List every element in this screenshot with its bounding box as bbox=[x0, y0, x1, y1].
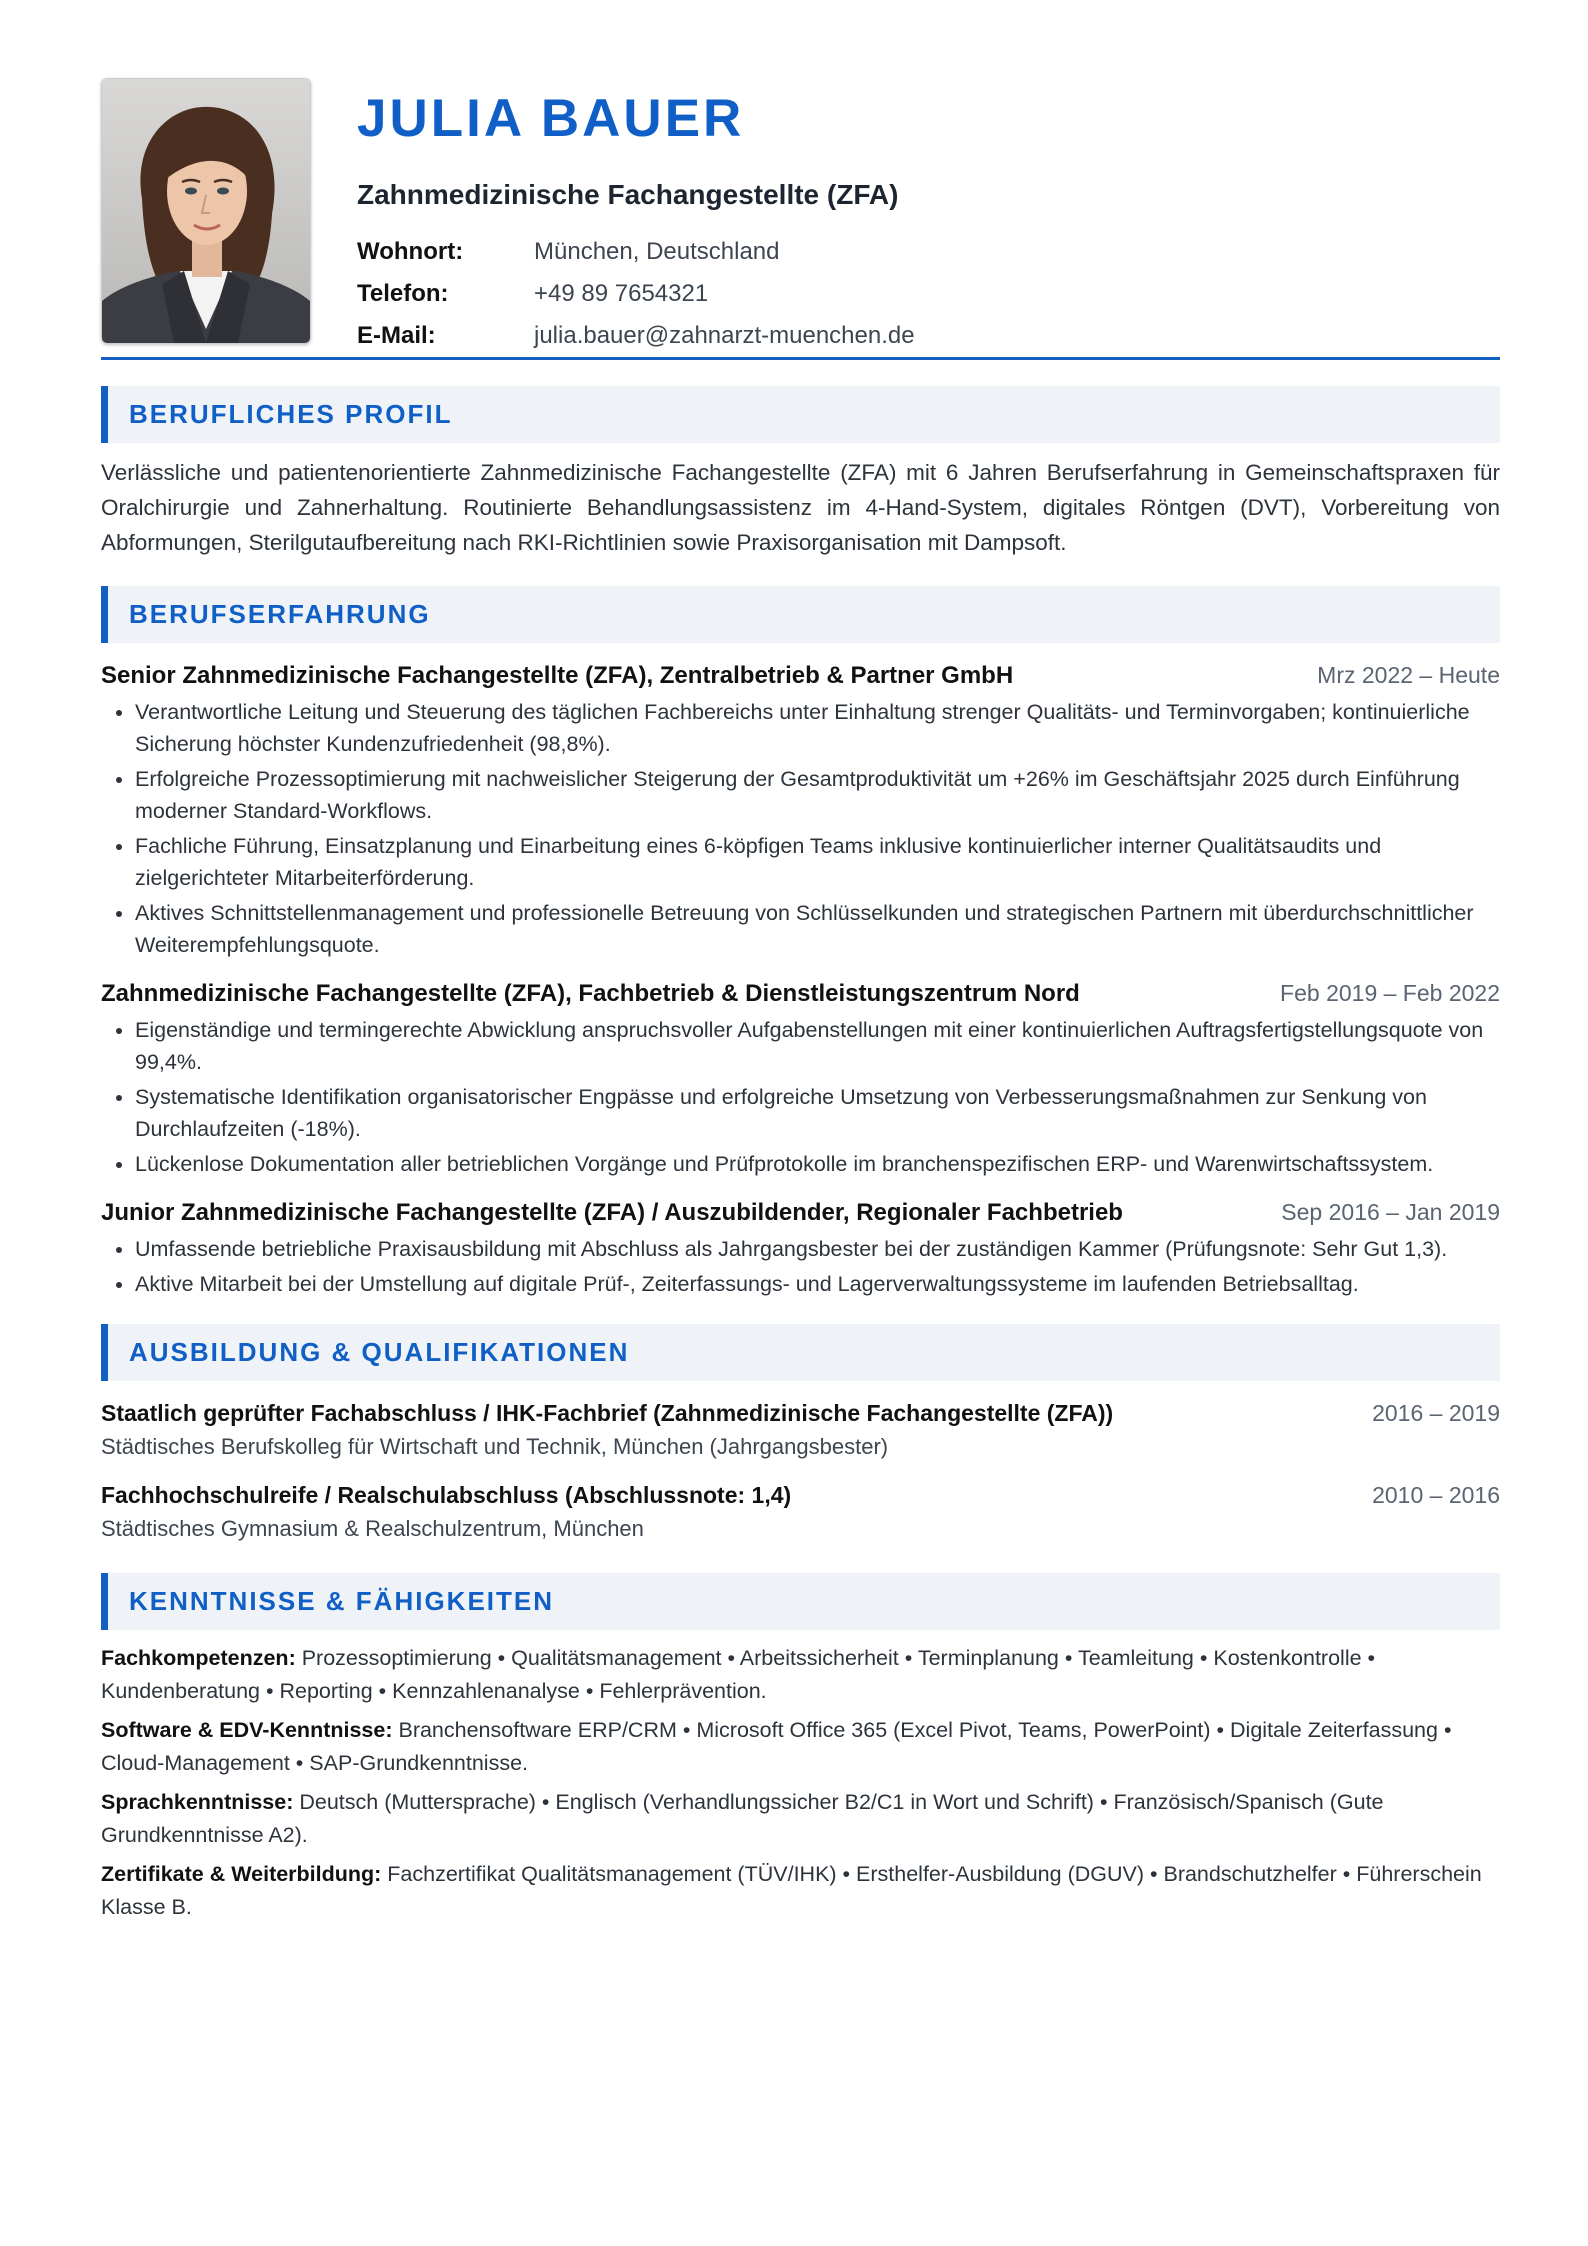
skill-text: Prozessoptimierung • Qualitätsmanagement • Arbeitssicherheit • Terminplanung • Teamleitung • Kostenkontrolle • Kundenberatung • Reporting • Kennzahlenanalyse • Fehlerprävention. bbox=[101, 1646, 1376, 1703]
skill-label: Zertifikate & Weiterbildung: bbox=[101, 1862, 382, 1886]
skill-text: Fachzertifikat Qualitätsmanagement (TÜV/IHK) • Ersthelfer-Ausbildung (DGUV) • Brandschutzhelfer • Führerschein Klasse B. bbox=[101, 1862, 1482, 1919]
job-title: Senior Zahnmedizinische Fachangestellte (ZFA), Zentralbetrieb & Partner GmbH bbox=[101, 662, 1014, 689]
contact-label: Wohnort: bbox=[357, 238, 464, 265]
job-bullets bbox=[101, 1233, 1500, 1300]
job-header bbox=[101, 975, 1500, 1012]
job-bullet: • Systematische Identifikation organisatorischer Engpässe und erfolgreiche Umsetzung von Verbesserungsmaßnahmen zur Senkung von Durchlaufzeiten (-18%). bbox=[135, 1081, 1500, 1145]
job-bullet: • Eigenständige und termingerechte Abwicklung anspruchsvoller Aufgabenstellungen mit einer kontinuierlichen Auftragsfertigstellungsquote von 99,4%. bbox=[135, 1014, 1500, 1078]
job-bullet: • Umfassende betriebliche Praxisausbildung mit Abschluss als Jahrgangsbester bei der zuständigen Kammer (Prüfungsnote: Sehr Gut 1,3). bbox=[135, 1233, 1500, 1265]
education-entry bbox=[101, 1479, 1500, 1545]
job-entry bbox=[101, 657, 1500, 961]
job-title: Junior Zahnmedizinische Fachangestellte (ZFA) / Auszubildender, Regionaler Fachbetrieb bbox=[101, 1199, 1123, 1226]
skill-row bbox=[101, 1858, 1500, 1924]
education-institution: Städtisches Gymnasium & Realschulzentrum, München bbox=[101, 1516, 644, 1541]
job-date: Mrz 2022 – Heute bbox=[1317, 662, 1500, 688]
contact-label: E-Mail: bbox=[357, 322, 436, 349]
education-date: 2010 – 2016 bbox=[1372, 1482, 1500, 1508]
contact-value: München, Deutschland bbox=[534, 238, 780, 265]
job-date: Sep 2016 – Jan 2019 bbox=[1281, 1199, 1500, 1225]
section-heading-skills bbox=[101, 1573, 1500, 1630]
job-entry bbox=[101, 1194, 1500, 1300]
skills-list bbox=[101, 1642, 1500, 1924]
skill-label: Sprachkenntnisse: bbox=[101, 1790, 294, 1814]
job-bullets bbox=[101, 696, 1500, 961]
job-bullet: • Aktive Mitarbeit bei der Umstellung auf digitale Prüf-, Zeiterfassungs- und Lagerverwaltungssysteme im laufenden Betriebsalltag. bbox=[135, 1268, 1500, 1300]
skill-text: Branchensoftware ERP/CRM • Microsoft Office 365 (Excel Pivot, Teams, PowerPoint) • Digitale Zeiterfassung • Cloud-Management • SAP-Grundkenntnisse. bbox=[101, 1718, 1452, 1775]
profile-summary: Verlässliche und patientenorientierte Zahnmedizinische Fachangestellte (ZFA) mit 6 Jahren Berufserfahrung in Gemeinschaftspraxen für Oralchirurgie und Zahnerhaltung. Routinierte Behandlungsassistenz im 4-Hand-System, digitales Röntgen (DVT), Vorbereitung von Abformungen, Sterilgutaufbereitung nach RKI-Richtlinien sowie Praxisorganisation mit Dampsoft. bbox=[101, 460, 1500, 555]
contact-value: +49 89 7654321 bbox=[534, 280, 709, 307]
candidate-role: Zahnmedizinische Fachangestellte (ZFA) bbox=[357, 179, 899, 210]
profile-photo bbox=[101, 78, 311, 344]
contact-value: julia.bauer@zahnarzt-muenchen.de bbox=[534, 322, 915, 349]
job-bullets bbox=[101, 1014, 1500, 1180]
job-entry bbox=[101, 975, 1500, 1180]
skill-row bbox=[101, 1786, 1500, 1852]
job-header bbox=[101, 1194, 1500, 1231]
job-bullet: • Lückenlose Dokumentation aller betrieblichen Vorgänge und Prüfprotokolle im branchenspezifischen ERP- und Warenwirtschaftssystem. bbox=[135, 1148, 1500, 1180]
section-heading-text: BERUFLICHES PROFIL bbox=[129, 399, 453, 429]
job-title: Zahnmedizinische Fachangestellte (ZFA), Fachbetrieb & Dienstleistungszentrum Nord bbox=[101, 980, 1080, 1007]
skill-label: Fachkompetenzen: bbox=[101, 1646, 296, 1670]
education-header bbox=[101, 1397, 1500, 1430]
section-heading-profile bbox=[101, 386, 1500, 443]
skill-label: Software & EDV-Kenntnisse: bbox=[101, 1718, 393, 1742]
job-bullet: • Aktives Schnittstellenmanagement und professionelle Betreuung von Schlüsselkunden und strategischen Partnern mit überdurchschnittlicher Weiterempfehlungsquote. bbox=[135, 897, 1500, 961]
skill-row bbox=[101, 1714, 1500, 1780]
education-header bbox=[101, 1479, 1500, 1512]
section-heading-education bbox=[101, 1324, 1500, 1381]
job-bullet: • Erfolgreiche Prozessoptimierung mit nachweislicher Steigerung der Gesamtproduktivität um +26% im Geschäftsjahr 2025 durch Einführung moderner Standard-Workflows. bbox=[135, 763, 1500, 827]
skill-text: Deutsch (Muttersprache) • Englisch (Verhandlungssicher B2/C1 in Wort und Schrift) • Französisch/Spanisch (Gute Grundkenntnisse A2). bbox=[101, 1790, 1384, 1847]
contact-list bbox=[357, 231, 915, 357]
job-bullet: • Fachliche Führung, Einsatzplanung und Einarbeitung eines 6-köpfigen Teams inklusive kontinuierlicher interner Qualitätsaudits und zielgerichteter Mitarbeiterförderung. bbox=[135, 830, 1500, 894]
section-heading-text: BERUFSERFAHRUNG bbox=[129, 599, 431, 629]
education-title: Staatlich geprüfter Fachabschluss / IHK-Fachbrief (Zahnmedizinische Fachangestellte (ZFA)) bbox=[101, 1400, 1114, 1426]
education-institution: Städtisches Berufskolleg für Wirtschaft und Technik, München (Jahrgangsbester) bbox=[101, 1434, 889, 1459]
job-header bbox=[101, 657, 1500, 694]
contact-row-residence bbox=[357, 231, 915, 273]
education-entry bbox=[101, 1397, 1500, 1463]
job-bullet: • Verantwortliche Leitung und Steuerung des täglichen Fachbereichs unter Einhaltung strenger Qualitäts- und Terminvorgaben; kontinuierliche Sicherung höchster Kundenzufriedenheit (98,8%). bbox=[135, 696, 1500, 760]
skill-row bbox=[101, 1642, 1500, 1708]
section-heading-text: AUSBILDUNG & QUALIFIKATIONEN bbox=[129, 1337, 630, 1367]
contact-row-email bbox=[357, 315, 915, 357]
resume-header bbox=[101, 78, 1500, 360]
header-info bbox=[357, 78, 915, 357]
job-date: Feb 2019 – Feb 2022 bbox=[1280, 980, 1500, 1006]
education-date: 2016 – 2019 bbox=[1372, 1400, 1500, 1426]
contact-row-phone bbox=[357, 273, 915, 315]
section-heading-experience bbox=[101, 586, 1500, 643]
education-title: Fachhochschulreife / Realschulabschluss (Abschlussnote: 1,4) bbox=[101, 1482, 792, 1508]
candidate-name: JULIA BAUER bbox=[357, 89, 745, 148]
section-heading-text: KENNTNISSE & FÄHIGKEITEN bbox=[129, 1586, 555, 1616]
contact-label: Telefon: bbox=[357, 280, 449, 307]
